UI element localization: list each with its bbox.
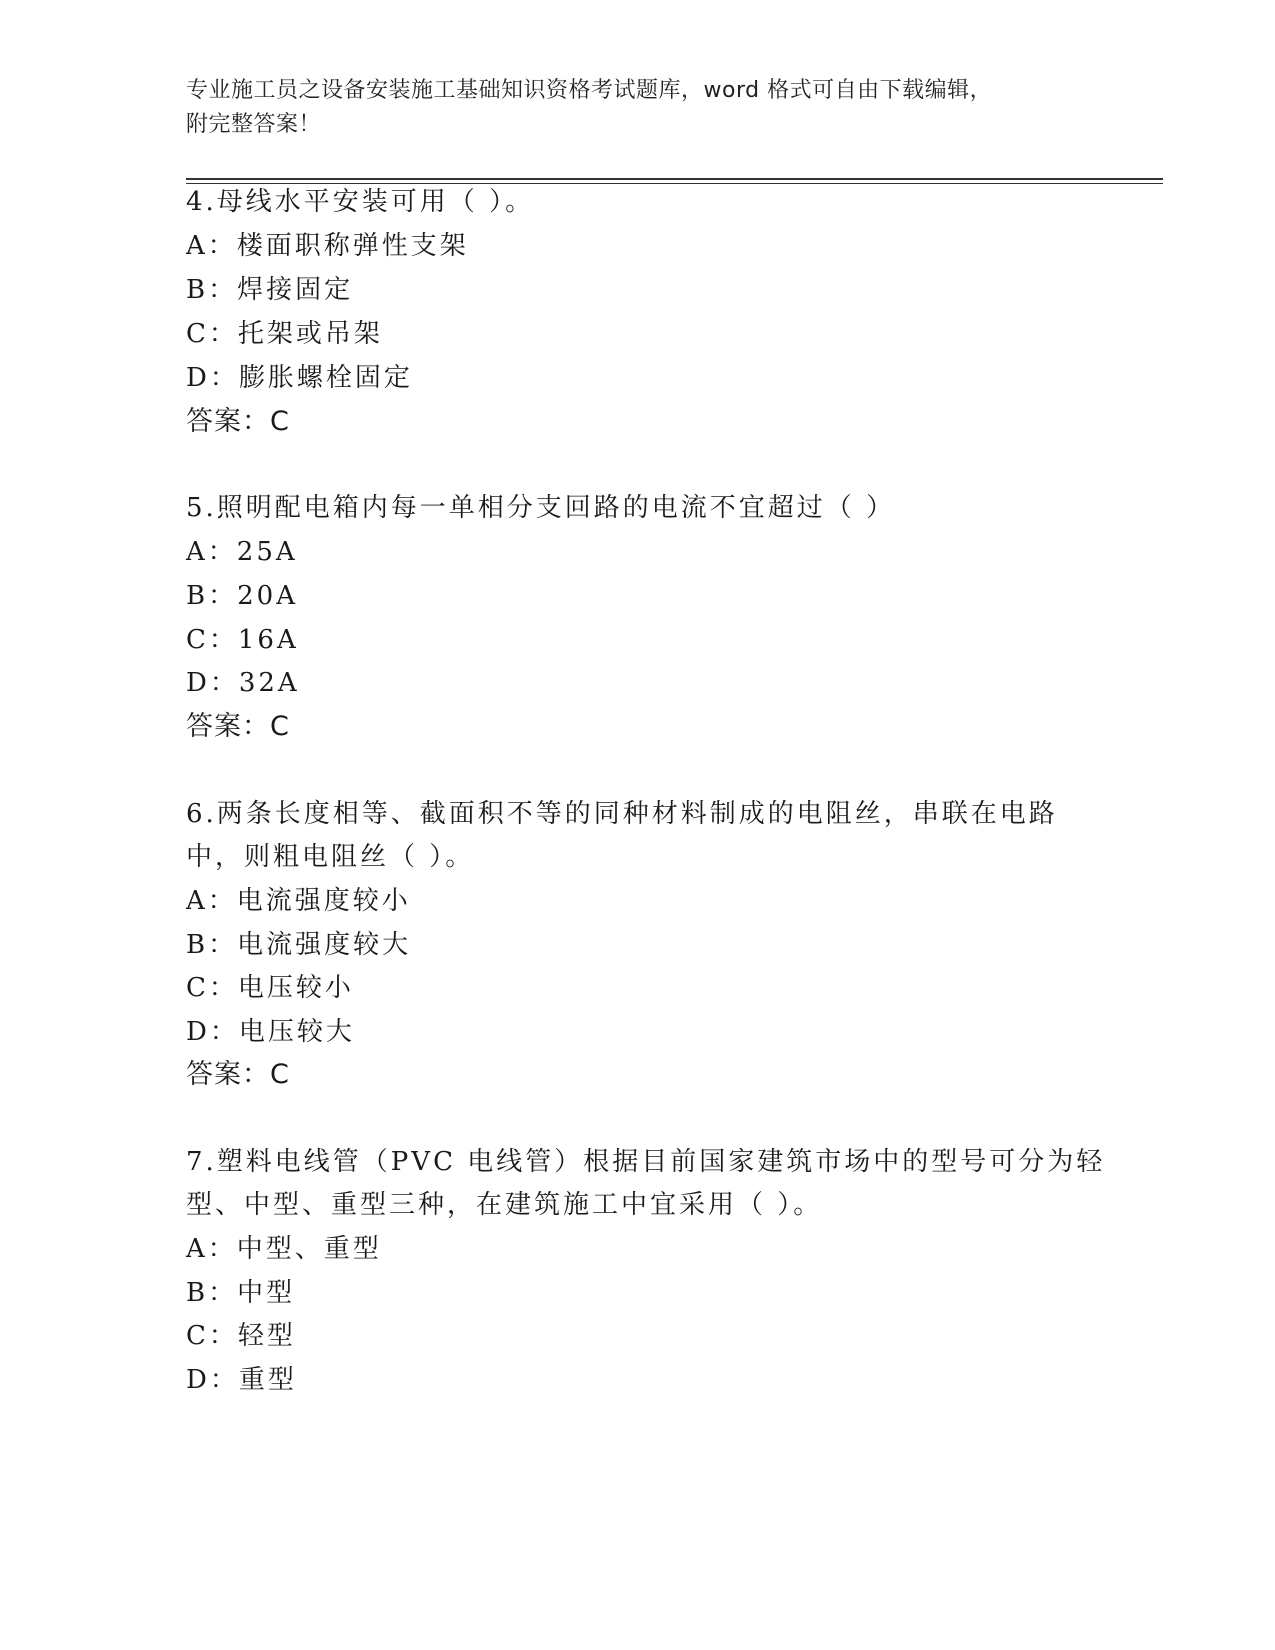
question-6-stem-line-1: 6.两条长度相等、截面积不等的同种材料制成的电阻丝，串联在电路 [186, 799, 1058, 829]
question-6-answer: 答案：C [186, 1059, 290, 1090]
question-4-option-c: C：托架或吊架 [186, 319, 383, 349]
question-7-option-d: D：重型 [186, 1365, 297, 1395]
question-7-option-a: A：中型、重型 [186, 1234, 382, 1264]
question-5-option-a: A：25A [186, 537, 298, 567]
question-5-option-c: C：16A [186, 625, 299, 655]
question-4-answer: 答案：C [186, 406, 290, 437]
question-4-option-b: B：焊接固定 [186, 275, 354, 305]
question-4-option-d: D：膨胀螺栓固定 [186, 363, 413, 393]
document-header [186, 74, 1086, 142]
header-divider-thick [186, 178, 1163, 180]
question-7-option-c: C：轻型 [186, 1321, 296, 1351]
question-5-option-d: D：32A [186, 668, 300, 698]
question-7-option-b: B：中型 [186, 1278, 296, 1308]
question-6-option-a: A：电流强度较小 [186, 886, 411, 916]
header-line-1: 专业施工员之设备安装施工基础知识资格考试题库，word 格式可自由下载编辑， [186, 78, 993, 103]
question-7-stem-line-1: 7.塑料电线管（PVC 电线管）根据目前国家建筑市场中的型号可分为轻 [186, 1147, 1106, 1177]
question-6-option-b: B：电流强度较大 [186, 930, 412, 960]
header-divider-thin [186, 183, 1163, 184]
question-5-option-b: B：20A [186, 581, 298, 611]
question-4-stem: 4.母线水平安装可用（ ）。 [186, 187, 535, 217]
question-4-option-a: A：楼面职称弹性支架 [186, 231, 469, 261]
question-7-stem-line-2: 型、中型、重型三种，在建筑施工中宜采用（ ）。 [186, 1190, 823, 1220]
header-line-2: 附完整答案！ [186, 112, 322, 137]
question-5-stem: 5.照明配电箱内每一单相分支回路的电流不宜超过（ ） [186, 493, 896, 523]
question-6-option-c: C：电压较小 [186, 973, 354, 1003]
question-5-answer: 答案：C [186, 711, 290, 742]
question-6-stem-line-2: 中，则粗电阻丝（ ）。 [186, 842, 475, 872]
question-6-option-d: D：电压较大 [186, 1017, 355, 1047]
